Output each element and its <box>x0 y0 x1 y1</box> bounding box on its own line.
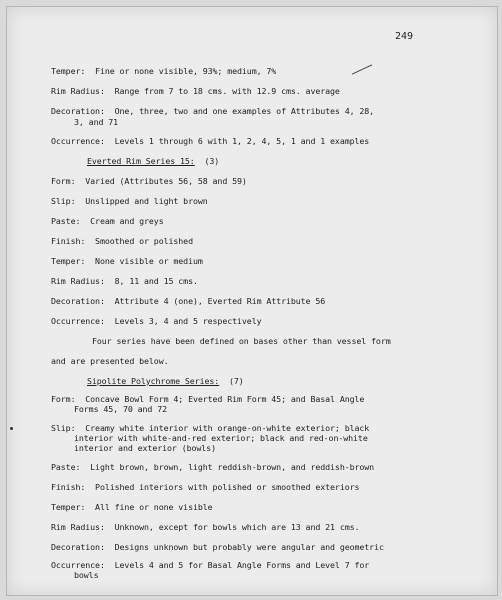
slip-continuation-3a: interior with white-and-red exterior; black and red-on-white <box>74 433 368 443</box>
sipolite-heading <box>87 376 244 386</box>
decoration-line: Decoration: One, three, two and one examples of Attributes 4, 28, <box>51 106 375 116</box>
rim-radius-line: Rim Radius: Range from 7 to 18 cms. with 12.9 cms. average <box>51 86 340 96</box>
series-15-heading <box>87 156 219 166</box>
form-line-3: Form: Concave Bowl Form 4; Everted Rim Form 45; and Basal Angle <box>51 394 365 404</box>
slip-line: Slip: Unslipped and light brown <box>51 196 208 206</box>
series-15-count: (3) <box>204 156 220 166</box>
document-page <box>6 6 498 596</box>
occurrence-line-2: Occurrence: Levels 3, 4 and 5 respectively <box>51 316 262 326</box>
rim-radius-line-3: Rim Radius: Unknown, except for bowls which are 13 and 21 cms. <box>51 522 360 532</box>
series-15-title: Everted Rim Series 15: <box>87 156 195 166</box>
rim-radius-line-2: Rim Radius: 8, 11 and 15 cms. <box>51 276 198 286</box>
decoration-line-2: Decoration: Attribute 4 (one), Everted Rim Attribute 56 <box>51 296 326 306</box>
temper-line-3: Temper: All fine or none visible <box>51 502 213 512</box>
page-number: 249 <box>395 31 414 42</box>
occurrence-line: Occurrence: Levels 1 through 6 with 1, 2, 4, 5, 1 and 1 examples <box>51 136 370 146</box>
sipolite-count: (7) <box>228 376 244 386</box>
decoration-continuation: 3, and 71 <box>74 117 119 127</box>
temper-line-2: Temper: None visible or medium <box>51 256 203 266</box>
decoration-line-3: Decoration: Designs unknown but probably were angular and geometric <box>51 542 384 552</box>
slip-line-3: Slip: Creamy white interior with orange-on-white exterior; black <box>51 423 370 433</box>
margin-dot <box>10 427 13 430</box>
pen-mark <box>352 64 372 74</box>
finish-line: Finish: Smoothed or polished <box>51 236 193 246</box>
finish-line-3: Finish: Polished interiors with polished or smoothed exteriors <box>51 482 360 492</box>
slip-continuation-3b: interior and exterior (bowls) <box>74 443 216 453</box>
paste-line: Paste: Cream and greys <box>51 216 164 226</box>
paragraph-line-1: Four series have been defined on bases other than vessel form <box>92 336 391 346</box>
paste-line-3: Paste: Light brown, brown, light reddish-brown, and reddish-brown <box>51 462 375 472</box>
occurrence-continuation-3: bowls <box>74 570 99 580</box>
form-line: Form: Varied (Attributes 56, 58 and 59) <box>51 176 247 186</box>
temper-line: Temper: Fine or none visible, 93%; medium, 7% <box>51 66 277 76</box>
paragraph-line-2: and are presented below. <box>51 356 169 366</box>
occurrence-line-3: Occurrence: Levels 4 and 5 for Basal Angle Forms and Level 7 for <box>51 560 370 570</box>
sipolite-title: Sipolite Polychrome Series: <box>87 376 220 386</box>
form-continuation-3: Forms 45, 70 and 72 <box>74 404 168 414</box>
